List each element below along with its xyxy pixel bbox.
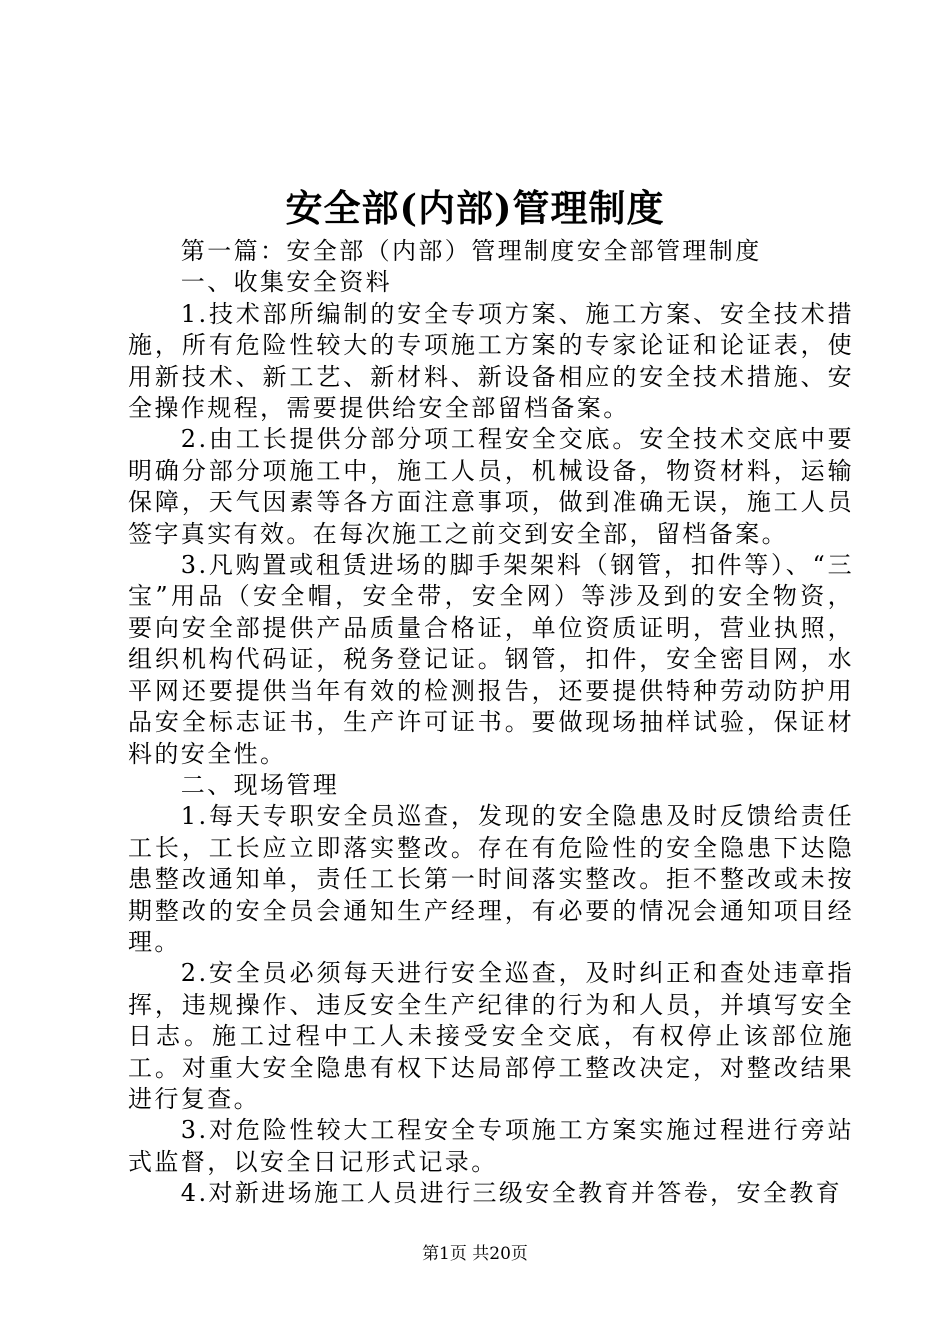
section-heading-site: 二、现场管理 xyxy=(180,770,340,799)
paragraph-collect-1: 1.技术部所编制的安全专项方案、施工方案、安全技术措施，所有危险性较大的专项施工方案的专家论证和论证表，使用新技术、新工艺、新材料、新设备相应的安全技术措施、安全操作规程，需要提供给安全部留档备案。 xyxy=(128,299,854,423)
paragraph-site-2: 2.安全员必须每天进行安全巡查，及时纠正和查处违章指挥，违规操作、违反安全生产纪律的行为和人员，并填写安全日志。施工过程中工人未接受安全交底，有权停止该部位施工。对重大安全隐患有权下达局部停工整改决定，对整改结果进行复查。 xyxy=(128,959,854,1113)
paragraph-site-1: 1.每天专职安全员巡查，发现的安全隐患及时反馈给责任工长，工长应立即落实整改。存在有危险性的安全隐患下达隐患整改通知单，责任工长第一时间落实整改。拒不整改或未按期整改的安全员会通知生产经理，有必要的情况会通知项目经理。 xyxy=(128,802,854,956)
paragraph-chapter-heading: 第一篇：安全部（内部）管理制度安全部管理制度 xyxy=(180,237,762,265)
paragraph-collect-2: 2.由工长提供分部分项工程安全交底。安全技术交底中要明确分部分项施工中，施工人员，机械设备，物资材料，运输保障，天气因素等各方面注意事项，做到准确无误，施工人员签字真实有效。在每次施工之前交到安全部，留档备案。 xyxy=(128,425,854,548)
document-title: 安全部(内部)管理制度 xyxy=(285,186,665,230)
document-body xyxy=(128,236,854,1210)
paragraph-collect-3: 3.凡购置或租赁进场的脚手架架料（钢管，扣件等）、“三宝”用品（安全帽，安全带，安全网）等涉及到的安全物资，要向安全部提供产品质量合格证，单位资质证明，营业执照，组织机构代码证，税务登记证。钢管，扣件，安全密目网，水平网还要提供当年有效的检测报告，还要提供特种劳动防护用品安全标志证书，生产许可证书。要做现场抽样试验，保证材料的安全性。 xyxy=(128,551,854,768)
section-heading-collect: 一、收集安全资料 xyxy=(180,268,392,297)
paragraph-site-3: 3.对危险性较大工程安全专项施工方案实施过程进行旁站式监督，以安全日记形式记录。 xyxy=(128,1116,854,1176)
paragraph-site-4: 4.对新进场施工人员进行三级安全教育并答卷，安全教育 xyxy=(180,1179,843,1208)
page-footer: 第1页 共20页 xyxy=(422,1244,528,1264)
